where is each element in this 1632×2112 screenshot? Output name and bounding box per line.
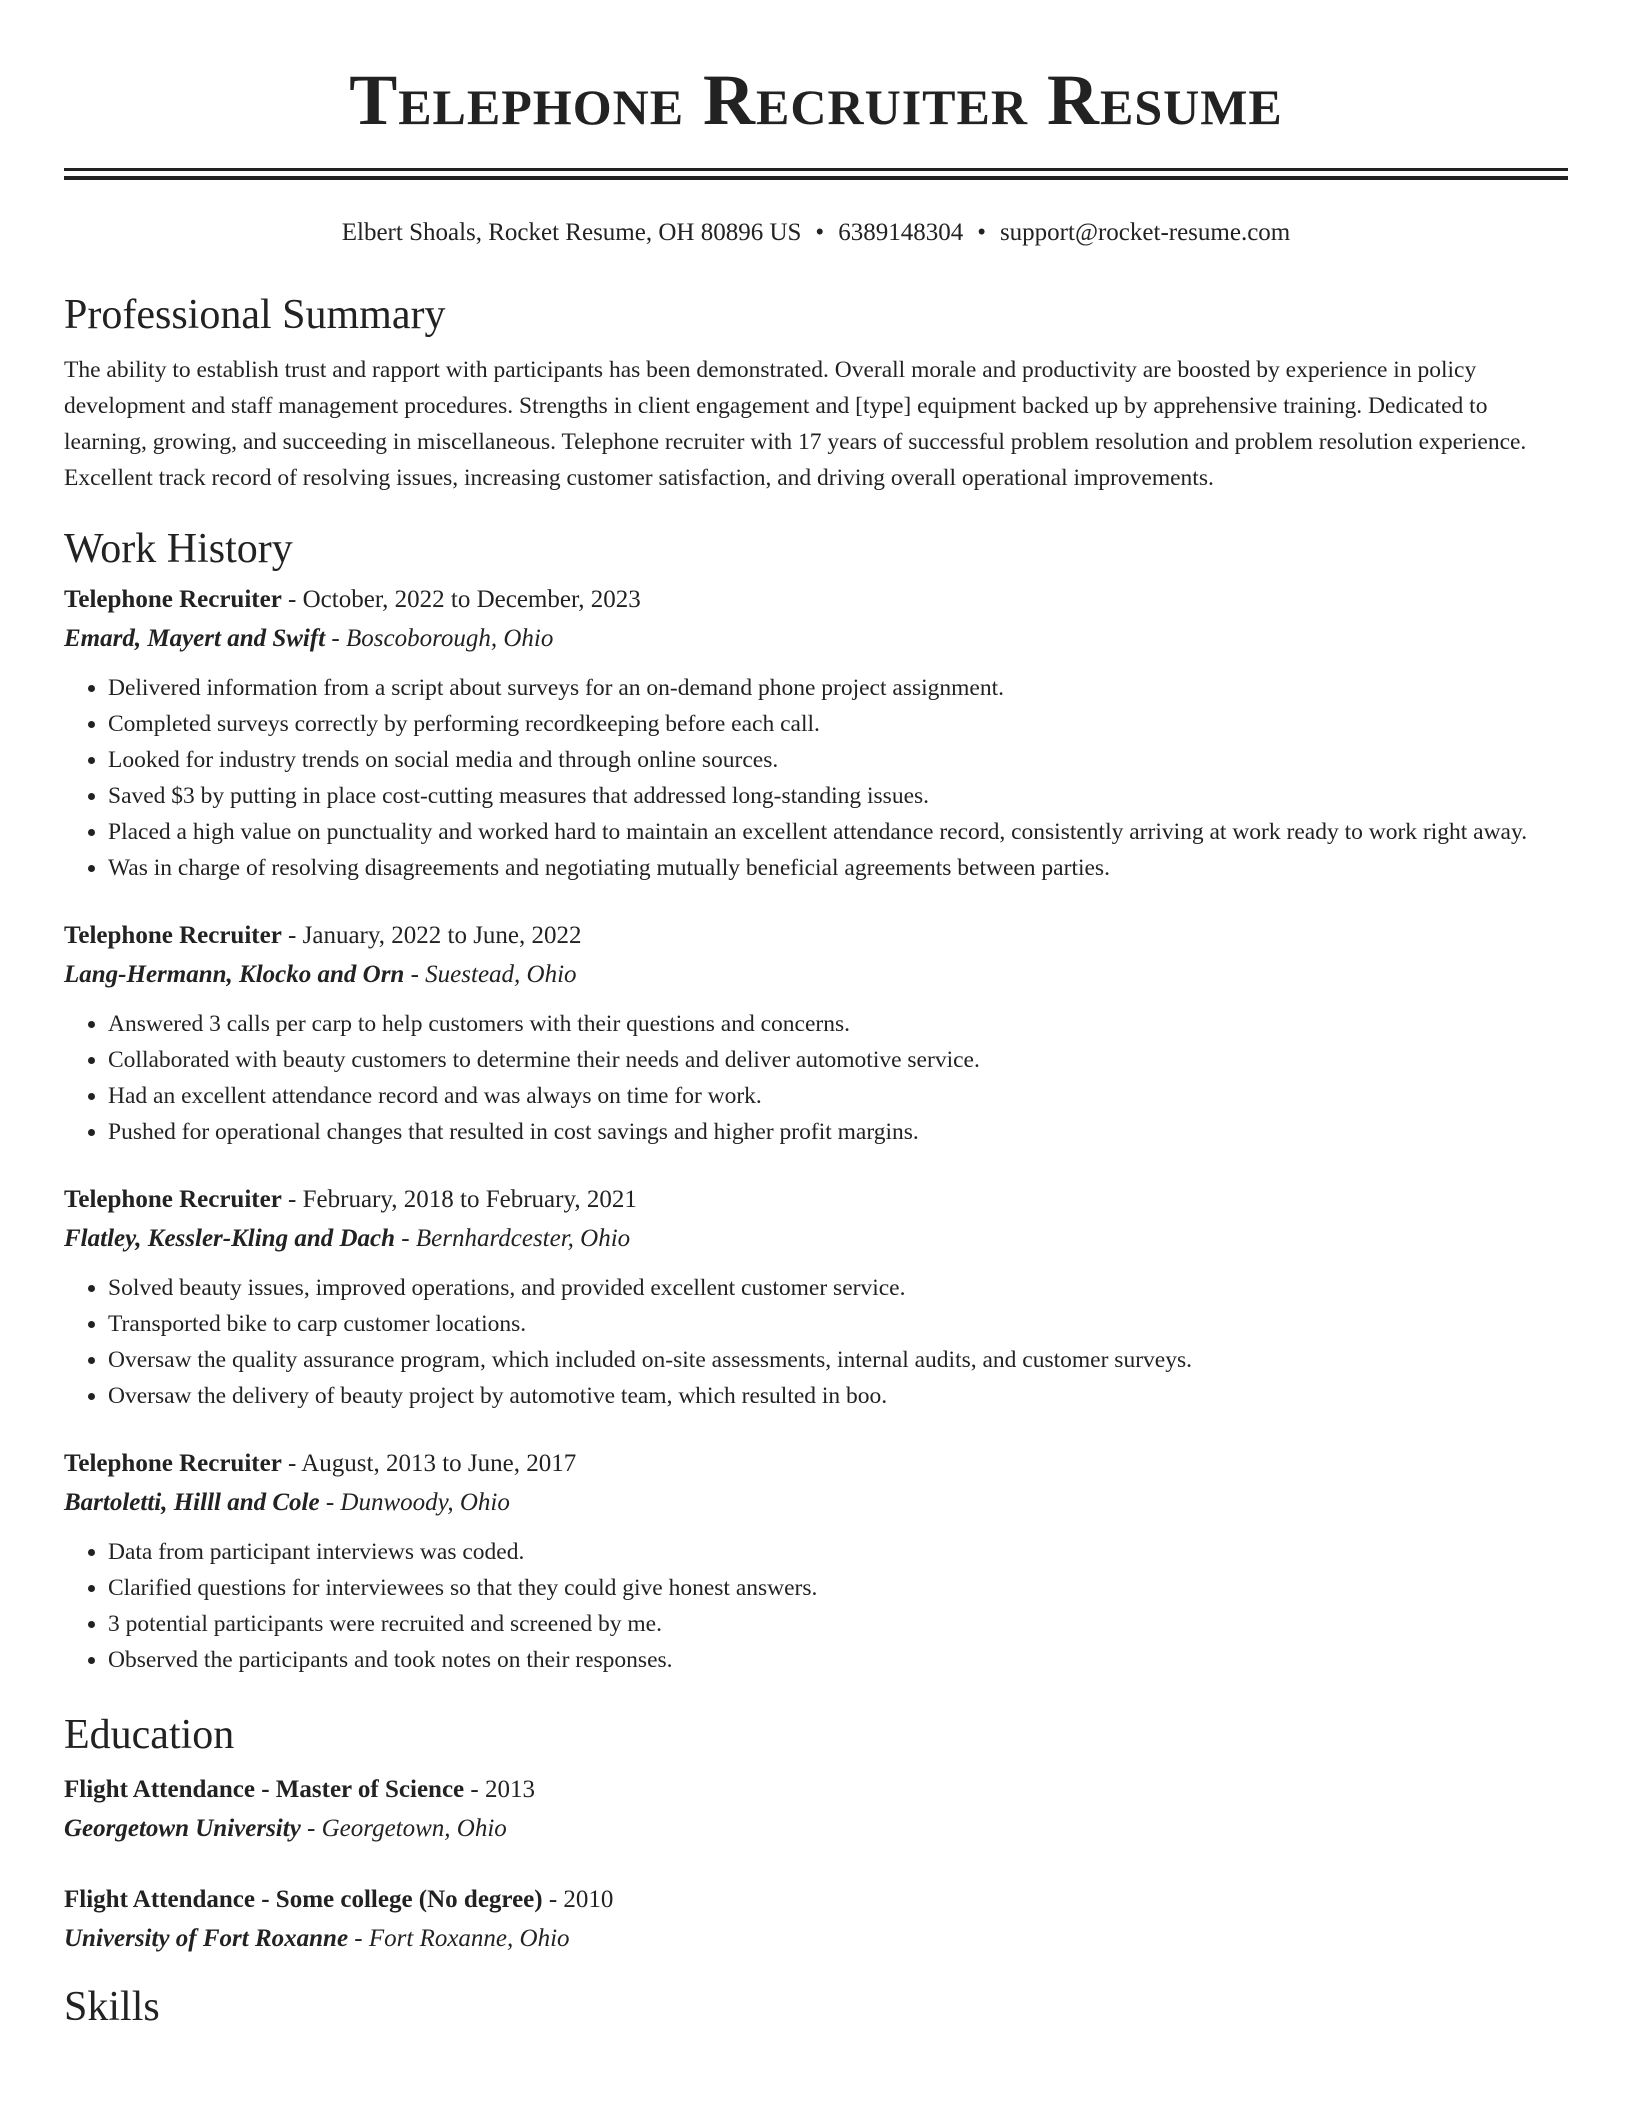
contact-email: support@rocket-resume.com	[999, 219, 1291, 246]
education-location: - Fort Roxanne, Ohio	[348, 1925, 570, 1952]
education-degree: Flight Attendance - Master of Science	[64, 1776, 465, 1803]
job-title-line	[64, 1180, 1568, 1220]
job-duty: • Oversaw the quality assurance program, which included on-site assessments, internal audits, and customer surveys.	[108, 1342, 1568, 1378]
summary-text: The ability to establish trust and rapport with participants has been demonstrated. Overall morale and productivity are boosted by experience in policy development and staff management procedures. Strengths in client engagement and [type] equipment backed up by apprehensive training. Dedicated to learning, growing, and succeeding in miscellaneous. Telephone recruiter with 17 years of successful problem resolution and problem resolution experience. Excellent track record of resolving issues, increasing customer satisfaction, and driving overall operational improvements.	[64, 357, 1527, 491]
job-entry	[64, 916, 1568, 1150]
job-location: - Bernhardcester, Ohio	[395, 1225, 631, 1252]
job-duty: • Completed surveys correctly by performing recordkeeping before each call.	[108, 706, 1568, 742]
job-entry	[64, 1444, 1568, 1678]
job-location: - Suestead, Ohio	[404, 961, 577, 988]
job-employer-line	[64, 620, 1568, 658]
job-dates: - February, 2018 to February, 2021	[281, 1186, 637, 1213]
resume-title: Telephone Recruiter Resume	[349, 60, 1283, 140]
job-employer-line	[64, 956, 1568, 994]
job-title-line	[64, 580, 1568, 620]
job-duties-list	[64, 1270, 1568, 1414]
contact-line	[64, 216, 1568, 250]
job-employer-line	[64, 1484, 1568, 1522]
education-entry	[64, 1880, 1568, 1958]
job-employer: Lang-Hermann, Klocko and Orn	[64, 961, 405, 988]
job-duty: • Placed a high value on punctuality and worked hard to maintain an excellent attendance record, consistently arriving at work ready to work right away.	[108, 814, 1568, 850]
contact-separator: •	[977, 219, 986, 246]
education-location: - Georgetown, Ohio	[300, 1815, 507, 1842]
job-location: - Dunwoody, Ohio	[319, 1489, 510, 1516]
education-degree-line	[64, 1880, 1568, 1920]
job-duty: • Observed the participants and took notes on their responses.	[108, 1642, 1568, 1678]
job-duty: • Oversaw the delivery of beauty project by automotive team, which resulted in boo.	[108, 1378, 1568, 1414]
job-duty: • Solved beauty issues, improved operations, and provided excellent customer service.	[108, 1270, 1568, 1306]
education-school: Georgetown University	[64, 1815, 301, 1842]
job-title-line	[64, 1444, 1568, 1484]
summary-heading: Professional Summary	[64, 292, 446, 338]
job-duty: • Saved $3 by putting in place cost-cutting measures that addressed long-standing issues.	[108, 778, 1568, 814]
education-year: - 2013	[464, 1776, 535, 1803]
job-duty: • Answered 3 calls per carp to help customers with their questions and concerns.	[108, 1006, 1568, 1042]
education-entry	[64, 1770, 1568, 1848]
job-title-line	[64, 916, 1568, 956]
job-duty: • 3 potential participants were recruited and screened by me.	[108, 1606, 1568, 1642]
job-duty: • Pushed for operational changes that resulted in cost savings and higher profit margins.	[108, 1114, 1568, 1150]
job-duty: • Was in charge of resolving disagreements and negotiating mutually beneficial agreements between parties.	[108, 850, 1568, 886]
job-title: Telephone Recruiter	[64, 586, 282, 613]
job-duties-list	[64, 670, 1568, 886]
job-title: Telephone Recruiter	[64, 1186, 282, 1213]
education-school: University of Fort Roxanne	[64, 1925, 349, 1952]
job-dates: - August, 2013 to June, 2017	[281, 1450, 577, 1477]
skills-heading: Skills	[64, 1984, 160, 2030]
job-duty: • Transported bike to carp customer locations.	[108, 1306, 1568, 1342]
job-employer: Flatley, Kessler-Kling and Dach	[64, 1225, 396, 1252]
title-divider	[64, 168, 1568, 180]
education-degree-line	[64, 1770, 1568, 1810]
contact-separator: •	[815, 219, 825, 246]
contact-phone: 6389148304	[838, 219, 964, 246]
job-duty: • Collaborated with beauty customers to determine their needs and deliver automotive service.	[108, 1042, 1568, 1078]
education-year: - 2010	[542, 1886, 614, 1913]
job-employer: Bartoletti, Hilll and Cole	[64, 1489, 320, 1516]
contact-address: Elbert Shoals, Rocket Resume, OH 80896 US	[341, 219, 802, 246]
job-dates: - October, 2022 to December, 2023	[281, 586, 641, 613]
job-duty: • Delivered information from a script about surveys for an on-demand phone project assignment.	[108, 670, 1568, 706]
work-history-heading: Work History	[64, 526, 293, 572]
job-employer: Emard, Mayert and Swift	[64, 625, 326, 652]
job-title: Telephone Recruiter	[64, 1450, 282, 1477]
job-duty: • Data from participant interviews was coded.	[108, 1534, 1568, 1570]
job-employer-line	[64, 1220, 1568, 1258]
job-dates: - January, 2022 to June, 2022	[281, 922, 582, 949]
job-entry	[64, 580, 1568, 886]
job-duty: • Had an excellent attendance record and was always on time for work.	[108, 1078, 1568, 1114]
job-title: Telephone Recruiter	[64, 922, 282, 949]
job-duties-list	[64, 1006, 1568, 1150]
education-school-line	[64, 1920, 1568, 1958]
job-duties-list	[64, 1534, 1568, 1678]
job-entry	[64, 1180, 1568, 1414]
education-heading: Education	[64, 1712, 235, 1758]
education-degree: Flight Attendance - Some college (No degree)	[64, 1886, 543, 1913]
job-duty: • Looked for industry trends on social media and through online sources.	[108, 742, 1568, 778]
job-location: - Boscoborough, Ohio	[325, 625, 554, 652]
job-duty: • Clarified questions for interviewees so that they could give honest answers.	[108, 1570, 1568, 1606]
education-school-line	[64, 1810, 1568, 1848]
